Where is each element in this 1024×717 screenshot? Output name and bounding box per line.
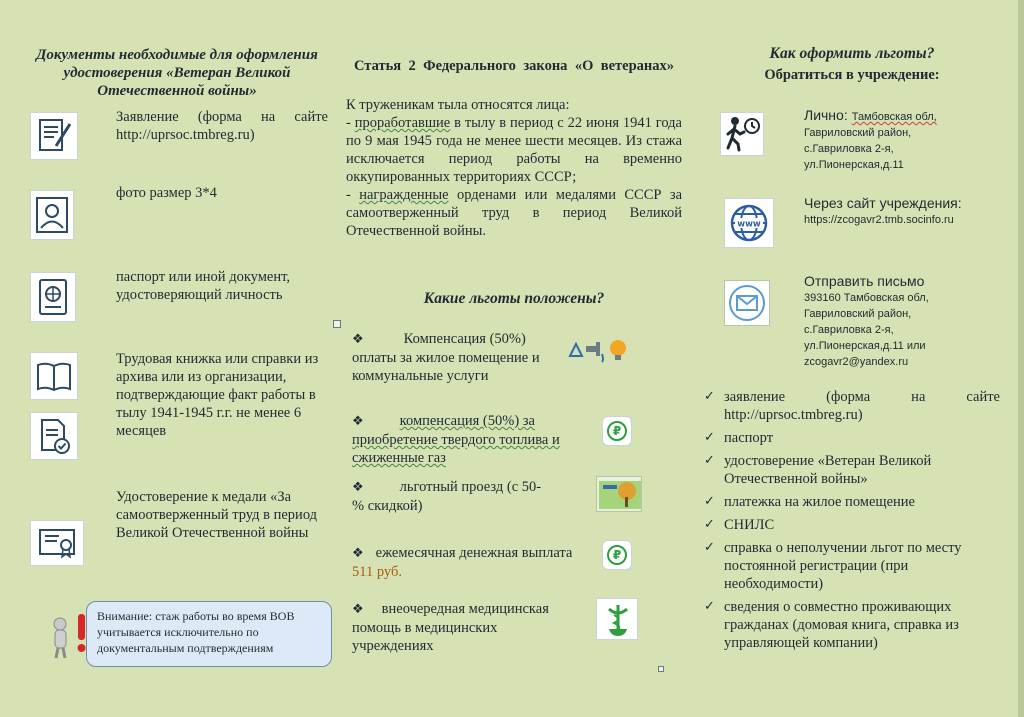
benefit-payment-text: ежемесячная денежная выплата	[375, 545, 573, 561]
benefit-transport-text: льготный проезд (с 50-% скидкой)	[352, 479, 542, 514]
personal-address-village: с.Гавриловка 2-я,	[804, 143, 894, 155]
list-item: ✓ паспорт	[704, 430, 774, 446]
contact-mail	[804, 272, 1000, 370]
item-medal-text: Удостоверение к медали «За самоотверженный труд в период Великой Отечественной войны	[116, 489, 318, 541]
benefit-utilities	[352, 330, 552, 385]
medical-icon	[596, 598, 638, 640]
diamond-bullet-icon: ❖	[352, 332, 364, 347]
list-item: ✓ платежка на жилое помещение	[704, 494, 915, 510]
article-title-text: Статья 2 Федерального закона «О ветеранах»	[354, 58, 674, 74]
mail-address-village: с.Гавриловка 2-я,	[804, 324, 894, 336]
site-url-link[interactable]: https://zcogavr2.tmb.socinfo.ru	[804, 214, 954, 226]
personal-address-region: Тамбовская обл,	[851, 111, 937, 123]
ruble-icon: ₽	[602, 540, 632, 570]
mail-email-link[interactable]: zcogavr2@yandex.ru	[804, 356, 909, 368]
intro-text: К труженикам тыла относятся лица:	[346, 97, 570, 113]
mail-address-street: ул.Пионерская,д.11 или	[804, 340, 926, 352]
diamond-bullet-icon: ❖	[352, 602, 364, 617]
mail-address-district: Гавриловский район,	[804, 308, 912, 320]
benefit-fuel-text: компенсация (50%) за приобретение твердого топлива и сжиженные газ	[352, 413, 560, 466]
warning-box: Внимание: стаж работы во время ВОВ учитывается исключительно по документальным подтверждениям	[86, 601, 332, 667]
diamond-bullet-icon: ❖	[352, 546, 364, 561]
checkmark-icon: ✓	[704, 494, 715, 509]
walking-person-icon	[720, 112, 764, 156]
checkmark-icon: ✓	[704, 599, 715, 614]
transport-ticket-icon	[596, 476, 642, 512]
diamond-bullet-icon: ❖	[352, 414, 364, 429]
required-documents-list	[704, 388, 1000, 657]
definition-para-1	[346, 114, 682, 186]
item-workbook-text: Трудовая книжка или справки из архива или из организации, подтверждающие факт работы в тылу 1941-1945 г.г. не менее 6 месяцев	[116, 351, 319, 439]
checkmark-icon: ✓	[704, 453, 715, 468]
benefit-fuel	[352, 412, 582, 467]
diamond-bullet-icon: ❖	[352, 480, 364, 495]
payment-amount: 511 руб.	[352, 564, 402, 580]
para2-underlined: награжденные	[359, 187, 449, 203]
benefit-payment	[352, 544, 582, 581]
book-icon	[30, 352, 78, 400]
passport-icon	[30, 272, 76, 322]
list-item: ✓ СНИЛС	[704, 517, 775, 533]
globe-www-icon	[724, 198, 774, 248]
para1-underlined: проработавшие	[354, 115, 451, 131]
contact-personal	[804, 106, 1000, 173]
article-title	[354, 57, 674, 75]
benefit-medical-text: внеочередная медицинская помощь в медицинских учреждениях	[352, 601, 549, 654]
list-item: ✓ заявление (форма на сайте http://uprsoc.tmbreg.ru)	[704, 389, 1000, 423]
personal-label: Лично:	[804, 107, 848, 123]
list-item: ✓ удостоверение «Ветеран Великой Отечественной войны»	[704, 453, 932, 487]
howto-heading: Как оформить льготы?	[769, 45, 935, 62]
handle-marker	[658, 666, 664, 672]
personal-address-street: ул.Пионерская,д.11	[804, 159, 904, 171]
anchor-marker	[333, 320, 341, 328]
document-pen-icon	[30, 112, 78, 160]
checkmark-icon: ✓	[704, 540, 715, 555]
item-passport-text: паспорт или иной документ, удостоверяющий личность	[116, 269, 290, 303]
para1-prefix: -	[346, 115, 355, 131]
list-item: ✓ сведения о совместно проживающих гражданах (домовая книга, справка из управляющей компании)	[704, 599, 959, 651]
document-check-icon	[30, 412, 78, 460]
para2-prefix: -	[346, 187, 360, 203]
definition-para-2	[346, 186, 682, 240]
para2-rest: орденами или медалями СССР за самоотверженный труд в период Великой Отечественной войны.	[346, 187, 682, 239]
list-item: ✓ справка о неполучении льгот по месту постоянной регистрации (при необходимости)	[704, 540, 962, 592]
item-application-text: Заявление (форма на сайте http://uprsoc.tmbreg.ru)	[116, 109, 328, 143]
checkmark-icon: ✓	[704, 517, 715, 532]
mail-address-index: 393160 Тамбовская обл,	[804, 292, 929, 304]
checkmark-icon: ✓	[704, 389, 715, 404]
contact-website	[804, 194, 1000, 228]
benefits-heading: Какие льготы положены?	[423, 290, 605, 307]
ruble-icon: ₽	[602, 416, 632, 446]
benefit-utilities-text: Компенсация (50%) оплаты за жилое помещение и коммунальные услуги	[352, 331, 540, 384]
para1-rest: в тылу в период с 22 июня 1941 года по 9 мая 1945 года не менее шести месяцев. Из стажа исключается период работы на временно оккупированных территориях СССР;	[346, 115, 682, 185]
item-photo-text: фото размер 3*4	[116, 185, 217, 201]
documents-heading: Документы необходимые для оформления удостоверения «Ветеран Великой Отечественной войны»	[36, 47, 318, 99]
benefit-transport	[352, 478, 552, 515]
envelope-icon	[724, 280, 770, 326]
photo-portrait-icon	[30, 190, 74, 240]
apply-heading: Обратиться в учреждение:	[764, 67, 940, 83]
checkmark-icon: ✓	[704, 430, 715, 445]
veterans-definition	[346, 96, 682, 240]
site-label: Через сайт учреждения:	[804, 195, 962, 211]
svg-text:www: www	[737, 219, 761, 230]
mail-label: Отправить письмо	[804, 273, 925, 289]
certificate-icon	[30, 520, 84, 566]
utilities-icon	[566, 334, 630, 364]
benefit-medical	[352, 600, 562, 655]
personal-address-district: Гавриловский район,	[804, 127, 912, 139]
